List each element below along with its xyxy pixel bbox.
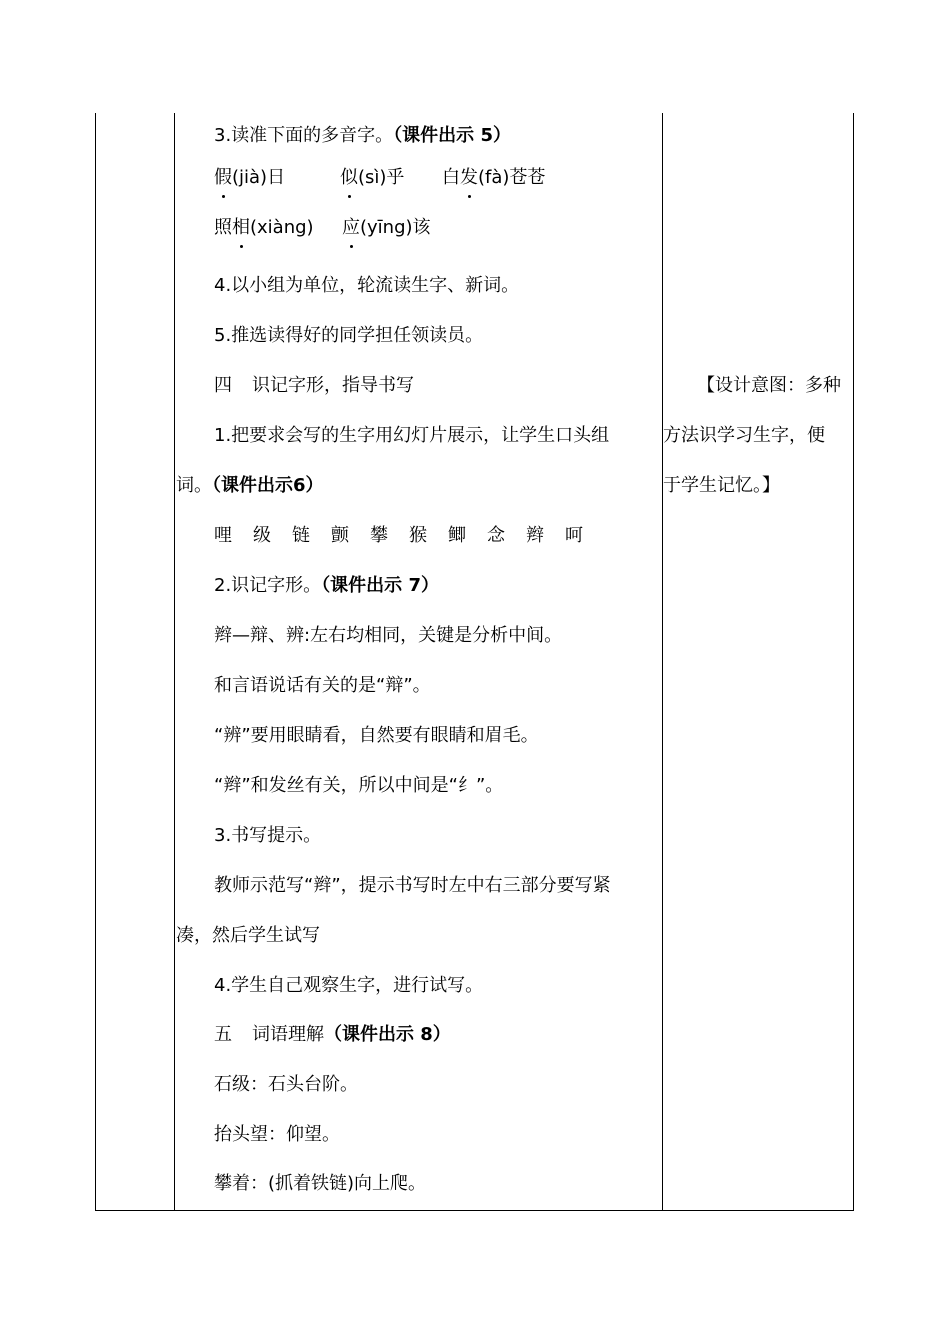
table-bottom-border — [95, 1210, 854, 1211]
shape-note-hair: “辫”和发丝有关，所以中间是“纟”。 — [214, 775, 504, 796]
polyphone-word-yinggai: 应(yīng)该 — [342, 217, 431, 238]
shape-note-eyes: “辨”要用眼睛看，自然要有眼睛和眉毛。 — [214, 725, 539, 746]
word-panzhe: 攀着：(抓着铁链)向上爬。 — [214, 1173, 427, 1194]
table-divider-1 — [174, 113, 175, 1210]
design-intent-line2: 方法识学习生字，便 — [663, 425, 825, 446]
dotted-char: 相 — [232, 217, 250, 238]
dotted-char: 假 — [214, 167, 232, 188]
polyphone-word-zhaoxiang: 照相(xiàng) — [214, 217, 314, 238]
character: 鲫 — [448, 525, 466, 546]
new-characters-list — [214, 524, 604, 548]
polyphone-heading: 3.读准下面的多音字。（课件出示 5） — [214, 125, 511, 146]
character: 级 — [253, 525, 271, 546]
design-intent-line3: 于学生记忆。】 — [663, 475, 780, 496]
character: 哩 — [214, 525, 232, 546]
word-taitouwang: 抬头望：仰望。 — [214, 1124, 340, 1145]
word-shiji: 石级：石头台阶。 — [214, 1074, 358, 1095]
character: 攀 — [370, 525, 388, 546]
polyphone-word-bafacangcang: 白发(fà)苍苍 — [442, 167, 546, 188]
character: 猴 — [409, 525, 427, 546]
character: 念 — [487, 525, 505, 546]
section-4-heading: 四 识记字形，指导书写 — [214, 375, 414, 396]
step-5-lead-reader: 5.推选读得好的同学担任领读员。 — [214, 325, 484, 346]
step-2-recognize-shape: 2.识记字形。（课件出示 7） — [214, 575, 439, 596]
dotted-char: 似 — [340, 167, 358, 188]
character: 链 — [292, 525, 310, 546]
dotted-char: 发 — [460, 167, 478, 188]
polyphone-word-sihu: 似(sì)乎 — [340, 167, 405, 188]
section-5-heading: 五 词语理解（课件出示 8） — [214, 1024, 451, 1045]
table-border-left — [95, 113, 96, 1210]
dotted-char: 应 — [342, 217, 360, 238]
character: 辫 — [526, 525, 544, 546]
paragraph-slide-show-line2: 词。（课件出示6） — [176, 475, 324, 496]
character: 呵 — [565, 525, 583, 546]
table-divider-2 — [662, 113, 663, 1210]
design-intent-line1: 【设计意图：多种 — [697, 375, 841, 396]
table-border-right — [853, 113, 854, 1210]
step-3-writing-tips: 3.书写提示。 — [214, 825, 322, 846]
polyphone-word-jiari: 假(jià)日 — [214, 167, 286, 188]
paragraph-slide-show-line1: 1.把要求会写的生字用幻灯片展示，让学生口头组 — [214, 425, 610, 446]
teacher-demo-line2: 凑，然后学生试写 — [176, 925, 320, 946]
character: 颤 — [331, 525, 349, 546]
shape-note-speech: 和言语说话有关的是“辩”。 — [214, 675, 431, 696]
step-4-group-reading: 4.以小组为单位，轮流读生字、新词。 — [214, 275, 520, 296]
shape-analysis: 辫—辩、辨:左右均相同，关键是分析中间。 — [214, 625, 563, 646]
step-4-self-practice: 4.学生自己观察生字，进行试写。 — [214, 975, 484, 996]
teacher-demo-line1: 教师示范写“辫”，提示书写时左中右三部分要写紧 — [214, 875, 611, 896]
